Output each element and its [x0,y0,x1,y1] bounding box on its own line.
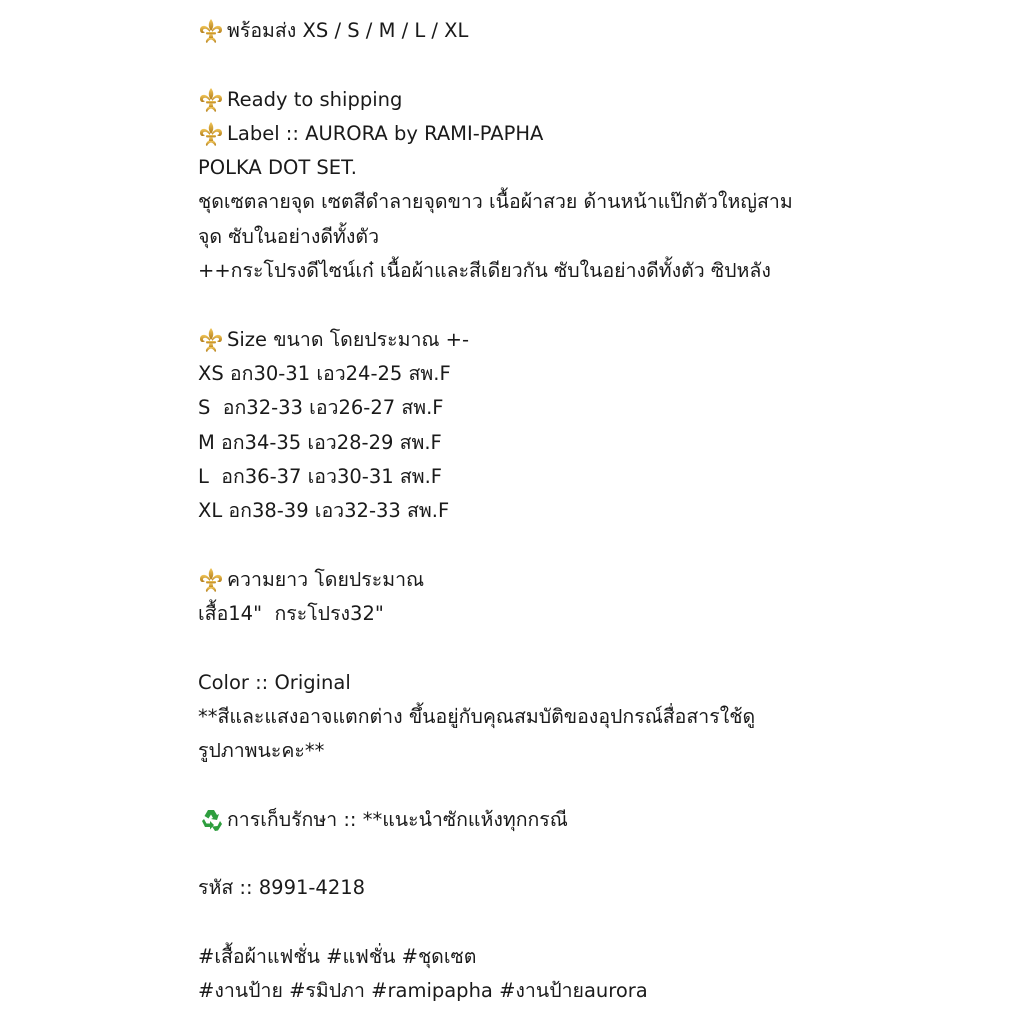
description-line-1: ชุดเซตลายจุด เซตสีดำลายจุดขาว เนื้อผ้าสวย ด้านหน้าแป๊กตัวใหญ่สาม [198,190,793,214]
ready-sizes-text: พร้อมส่ง XS / S / M / L / XL [227,19,469,42]
fleur-de-lis-icon [198,18,224,44]
size-header-text: Size ขนาด โดยประมาณ +- [227,327,470,351]
size-l: L อก36-37 เอว30-31 สพ.F [198,464,442,488]
spacer [198,631,998,665]
product-code: รหัส :: 8991-4218 [198,876,366,900]
ready-shipping-line [198,83,998,117]
fleur-de-lis-icon [198,87,224,113]
hashtags-line-2: #งานป้าย #รมิปภา #ramipapha #งานป้ายaurora [198,979,648,1003]
product-description [198,14,998,1009]
description-line-2: จุด ซับในอย่างดีทั้งตัว [198,224,380,248]
length-header-line [198,563,998,597]
size-xs: XS อก30-31 เอว24-25 สพ.F [198,361,451,385]
label-text: Label :: AURORA by RAMI-PAPHA [227,121,544,145]
size-header-line [198,323,998,357]
label-line [198,117,998,151]
description-line-3: ++กระโปรงดีไซน์เก๋ เนื้อผ้าและสีเดียวกัน ซับในอย่างดีทั้งตัว ซิปหลัง [198,259,771,283]
spacer [198,288,998,322]
product-name: POLKA DOT SET. [198,156,357,180]
spacer [198,48,998,82]
spacer [198,528,998,562]
size-s: S อก32-33 เอว26-27 สพ.F [198,396,444,420]
spacer [198,769,998,803]
fleur-de-lis-icon [198,327,224,353]
ready-shipping-text: Ready to shipping [227,87,403,111]
color-note-line-1: **สีและแสงอาจแตกต่าง ขึ้นอยู่กับคุณสมบัติของอุปกรณ์สื่อสารใช้ดู [198,704,756,728]
care-line [198,803,998,837]
length-header-text: ความยาว โดยประมาณ [227,567,425,591]
fleur-de-lis-icon [198,121,224,147]
length-values: เสื้อ14" กระโปรง32" [198,602,384,626]
spacer [198,906,998,940]
recycle-icon [198,807,224,833]
spacer [198,837,998,871]
fleur-de-lis-icon [198,567,224,593]
ready-sizes-line [198,14,998,48]
color-note-line-2: รูปภาพนะคะ** [198,739,325,763]
size-xl: XL อก38-39 เอว32-33 สพ.F [198,499,450,523]
color-line: Color :: Original [198,670,351,694]
care-text: การเก็บรักษา :: **แนะนำซักแห้งทุกกรณี [227,807,568,831]
size-m: M อก34-35 เอว28-29 สพ.F [198,430,442,454]
hashtags-line-1: #เสื้อผ้าแฟชั่น #แฟชั่น #ชุดเซต [198,945,477,969]
